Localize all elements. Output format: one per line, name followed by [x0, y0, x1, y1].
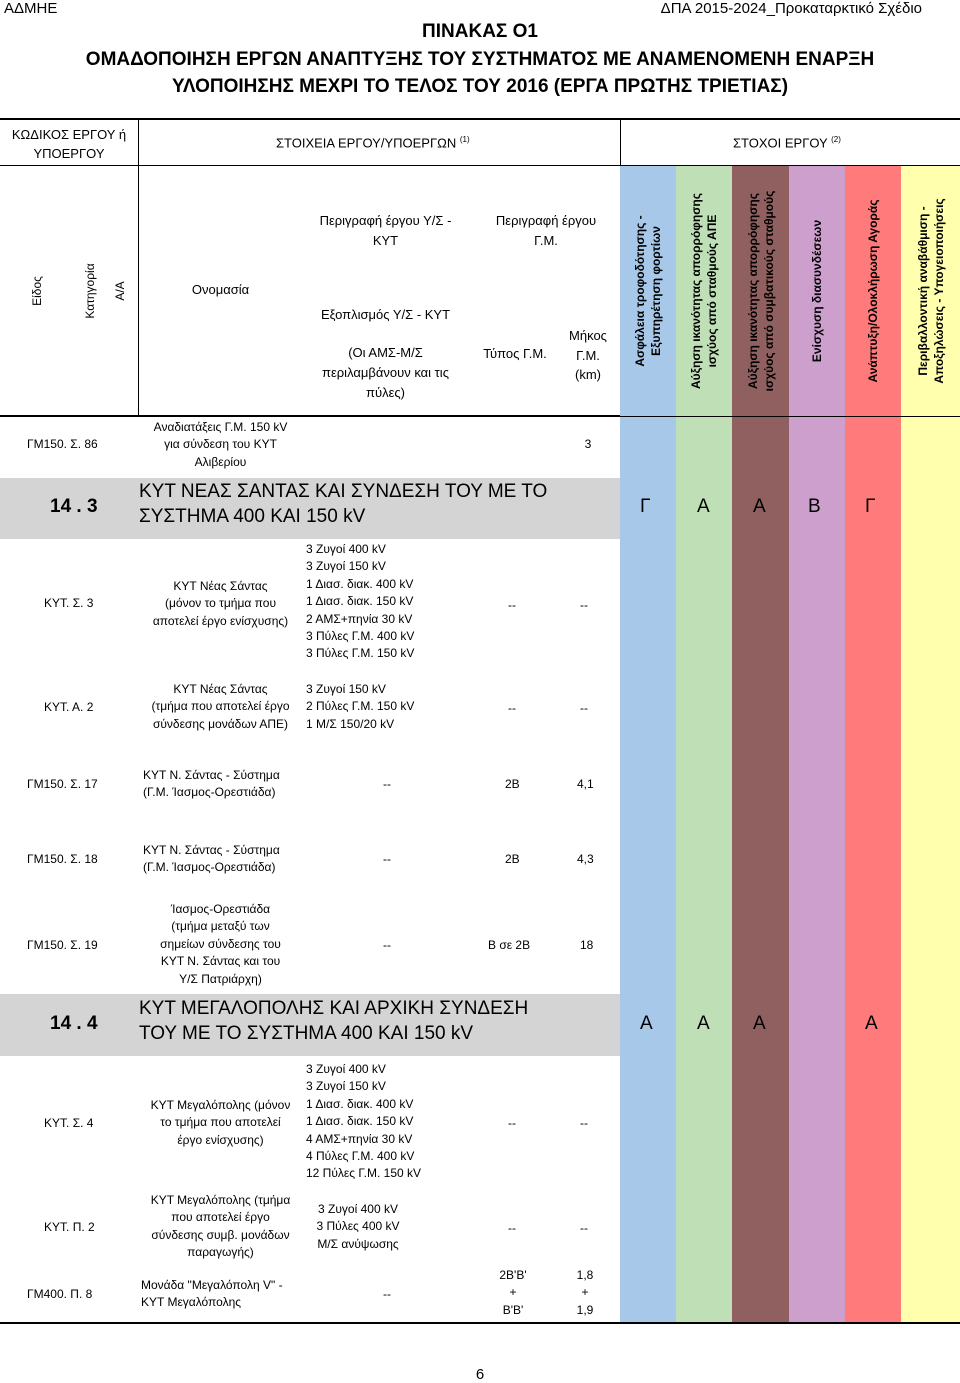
- goal-col-6-bg: [901, 416, 960, 1323]
- table-row-length: 4,1: [577, 777, 594, 791]
- table-row-code: ΚΥΤ. Α. 2: [44, 700, 94, 714]
- table-row-type: 2Β'Β' + Β'Β': [499, 1268, 527, 1317]
- table-subtitle-2: ΥΛΟΠΟΙΗΣΗΣ ΜΕΧΡΙ ΤΟ ΤΕΛΟΣ ΤΟΥ 2016 (ΕΡΓΑ ΠΡΩΤΗΣ ΤΡΙΕΤΙΑΣ): [171, 76, 789, 97]
- col-line-header: Περιγραφή έργου Γ.Μ.: [495, 213, 597, 249]
- col-seq-header: Α/Α: [112, 281, 127, 301]
- table-row-length: 4,3: [577, 852, 594, 866]
- table-row-code: ΓΜ150. Σ. 86: [27, 437, 98, 451]
- table-title: ΠΙΝΑΚΑΣ Ο1: [422, 21, 538, 42]
- table-row-line: --: [508, 1221, 516, 1235]
- goal-mark-4: Β: [808, 496, 821, 517]
- table-row-desc: --: [383, 1287, 391, 1301]
- goal-header-4: Ενίσχυση διασυνδέσεων: [789, 166, 845, 416]
- table-row-type: 2Β: [505, 852, 520, 866]
- goal-col-1-bg: [620, 416, 676, 1323]
- table-row-equipment: 3 Ζυγοί 400 kV 3 Ζυγοί 150 kV 1 Διασ. διακ. 400 kV 1 Διασ. διακ. 150 kV 4 ΑΜΣ+πηνία 30 kV 4 Πύλες Γ.Μ. 400 kV 12 Πύλες Γ.Μ. 150 kV: [306, 1062, 422, 1181]
- table-row-desc: --: [383, 852, 391, 866]
- col-name-header: Ονομασία: [191, 282, 250, 297]
- rule-top: [0, 118, 960, 120]
- goals-header: ΣΤΟΧΟΙ ΕΡΓΟΥ $^{(2)}$: [733, 135, 841, 151]
- table-row-equipment: 3 Ζυγοί 150 kV 2 Πύλες Γ.Μ. 150 kV 1 Μ/Σ 150/20 kV: [306, 682, 415, 731]
- table-row-name: ΚΥΤ Μεγαλόπολης (μόνον το τμήμα που αποτελεί έργο ενίσχυσης): [150, 1098, 291, 1147]
- goal-header-6: Περιβαλλοντική αναβάθμιση - Αποξηλώσεις - Υπογειοποιήσεις: [901, 166, 960, 416]
- table-row-name: ΚΥΤ Νέας Σάντας (μόνον το τμήμα που αποτελεί έργο ενίσχυσης): [152, 579, 289, 628]
- header-right: ΔΠΑ 2015-2024_Προκαταρκτικό Σχέδιο: [660, 0, 922, 17]
- table-subtitle-1: ΟΜΑΔΟΠΟΙΗΣΗ ΕΡΓΩΝ ΑΝΑΠΤΥΞΗΣ ΤΟΥ ΣΥΣΤΗΜΑΤΟΣ ΜΕ ΑΝΑΜΕΝΟΜΕΝΗ ΕΝΑΡΞΗ: [85, 49, 875, 70]
- goal-col-2-bg: [676, 416, 732, 1323]
- table-row-name: ΚΥΤ Ν. Σάντας - Σύστημα (Γ.Μ. Ίασμος-Ορεστιάδα): [143, 768, 280, 800]
- header-left: ΑΔΜΗΕ: [4, 0, 58, 17]
- goal-header-1: Ασφάλεια τροφοδότησης - Εξυπηρέτηση φορτίων: [620, 166, 676, 416]
- table-row-name: Αναδιατάξεις Γ.Μ. 150 kV για σύνδεση του ΚΥΤ Αλιβερίου: [153, 420, 288, 469]
- table-row-length: --: [580, 598, 588, 612]
- table-row-code: ΚΥΤ. Σ. 4: [44, 1116, 94, 1130]
- goal-mark-1: Α: [640, 1013, 653, 1034]
- table-row-length: --: [580, 1116, 588, 1130]
- group-number: 14 . 3: [50, 496, 98, 517]
- goal-mark-2: Α: [697, 1013, 710, 1034]
- table-row-desc: --: [383, 938, 391, 952]
- table-row-type: Β σε 2Β: [488, 938, 531, 952]
- table-row-name: ΚΥΤ Νέας Σάντας (τμήμα που αποτελεί έργο σύνδεσης μονάδων ΑΠΕ): [151, 682, 290, 731]
- table-row-code: ΓΜ150. Σ. 18: [27, 852, 98, 866]
- table-row-length: --: [580, 701, 588, 715]
- col-equip-header: Εξοπλισμός Υ/Σ - ΚΥΤ: [320, 307, 451, 322]
- goal-header-5: Ανάπτυξη/Ολοκλήρωση Αγοράς: [845, 166, 901, 416]
- page-number: 6: [475, 1366, 485, 1383]
- table-row-name: ΚΥΤ Ν. Σάντας - Σύστημα (Γ.Μ. Ίασμος-Ορεστιάδα): [143, 843, 280, 875]
- table-row-line: --: [508, 598, 516, 612]
- goal-mark-1: Γ: [640, 496, 651, 517]
- rule-v-code: [138, 118, 139, 416]
- group-title: ΚΥΤ ΝΕΑΣ ΣΑΝΤΑΣ ΚΑΙ ΣΥΝΔΕΣΗ ΤΟΥ ΜΕ ΤΟ ΣΥΣΤΗΜΑ 400 ΚΑΙ 150 kV: [139, 481, 548, 527]
- info-header: ΣΤΟΙΧΕΙΑ ΕΡΓΟΥ/ΥΠΟΕΡΓΩΝ $^{(1)}$: [276, 135, 470, 151]
- table-row-type: 2Β: [505, 777, 520, 791]
- group-title: ΚΥΤ ΜΕΓΑΛΟΠΟΛΗΣ ΚΑΙ ΑΡΧΙΚΗ ΣΥΝΔΕΣΗ ΤΟΥ ΜΕ ΤΟ ΣΥΣΤΗΜΑ 400 ΚΑΙ 150 kV: [139, 998, 529, 1044]
- col-desc-header: Περιγραφή έργου Υ/Σ - ΚΥΤ: [319, 213, 452, 249]
- goal-header-2: Αύξηση ικανότητας απορρόφησης ισχύος από σταθμούς ΑΠΕ: [676, 166, 732, 416]
- goal-col-3-bg: [732, 416, 789, 1323]
- goal-mark-5: Γ: [865, 496, 876, 517]
- col-line-type-header: Τύπος Γ.Μ.: [483, 346, 547, 361]
- col-type-header: Είδος: [29, 276, 44, 306]
- table-row-name: Μονάδα "Μεγαλόπολη V" - ΚΥΤ Μεγαλόπολης: [141, 1278, 283, 1310]
- table-row-length: 18: [580, 938, 594, 952]
- table-row-code: ΓΜ150. Σ. 17: [27, 777, 98, 791]
- table-row-name: Ίασμος-Ορεστιάδα (τμήμα μεταξύ των σημείων σύνδεσης του ΚΥΤ Ν. Σάντας και του Υ/Σ Πατριάρχη): [160, 902, 281, 986]
- goal-mark-3: Α: [753, 496, 766, 517]
- goal-header-3: Αύξηση ικανότητας απορρόφησης ισχύος από συμβατικούς σταθμούς: [732, 166, 789, 416]
- group-number: 14 . 4: [50, 1013, 98, 1034]
- table-row-desc: --: [383, 777, 391, 791]
- table-row-line: --: [508, 1116, 516, 1130]
- table-row-code: ΓΜ400. Π. 8: [27, 1287, 93, 1301]
- col-equip-note: (Οι ΑΜΣ-Μ/Σ περιλαμβάνουν και τις πύλες): [322, 345, 449, 401]
- table-row-code: ΓΜ150. Σ. 19: [27, 938, 98, 952]
- goal-col-5-bg: [845, 416, 901, 1323]
- table-row-length: 3: [584, 437, 592, 451]
- table-row-line: --: [508, 701, 516, 715]
- table-row-code: ΚΥΤ. Σ. 3: [44, 596, 94, 610]
- goal-mark-2: Α: [697, 496, 710, 517]
- col-category-header: Κατηγορία: [82, 263, 97, 319]
- code-header: ΚΩΔΙΚΟΣ ΕΡΓΟΥ ή ΥΠΟΕΡΓΟΥ: [11, 127, 127, 161]
- table-row-equipment: 3 Ζυγοί 400 kV 3 Ζυγοί 150 kV 1 Διασ. διακ. 400 kV 1 Διασ. διακ. 150 kV 2 ΑΜΣ+πηνία 30 kV 3 Πύλες Γ.Μ. 400 kV 3 Πύλες Γ.Μ. 150 kV: [306, 542, 415, 661]
- goal-mark-5: Α: [865, 1013, 878, 1034]
- table-row-equipment: 3 Ζυγοί 400 kV 3 Πύλες 400 kV Μ/Σ ανύψωσης: [316, 1202, 400, 1251]
- col-length-header: Μήκος Γ.Μ. (km): [569, 328, 607, 382]
- table-row-length: 1,8 + 1,9: [576, 1268, 594, 1317]
- goal-mark-3: Α: [753, 1013, 766, 1034]
- rule-bottom: [0, 1322, 960, 1324]
- table-row-code: ΚΥΤ. Π. 2: [44, 1220, 95, 1234]
- table-row-name: ΚΥΤ Μεγαλόπολης (τμήμα που αποτελεί έργο σύνδεσης συμβ. μονάδων παραγωγής): [150, 1193, 291, 1260]
- goal-col-4-bg: [789, 416, 845, 1323]
- table-row-length: --: [580, 1221, 588, 1235]
